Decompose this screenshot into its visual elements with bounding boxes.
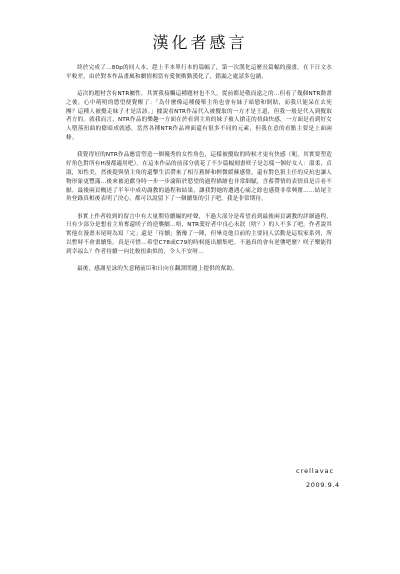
afterword-body bbox=[66, 64, 332, 282]
paragraph-ntr-theme: 這次的題材含有NTR屬性，其實我接觸這種題材也不久，從前都是敬而遠之的…但看了幾個NTR動畫之後，心中萌明的慾望便覺醒了：「為什麼像這種傻柴主角也會有妹子暗戀和倒貼，而我只能呆在去死團？這種人被攪走妹子才是活該。」據說看NTR作品代入被攪取的一方才是王道，但我一般是代入到攪取者方的。就我而言，NTR作品的樂趣一方面在於看到主角的妹子被人搶走的扭曲快感，一方面是看到好女人墮落扭曲的陰暗成就感，當然各種NTR作品裡面還有很多不同的元素，但我在意的看點主要是上面兩條。 bbox=[66, 91, 332, 142]
paragraph-sequel: 事實上作者收到的留言中有大量期待續編的呼聲，不過大部分是希望看到最後兩頁調教的詳細過程，只有少部分是想看主角奪還咲子的逆襲劇…唔，NTR愛好者中良心未泯（啥？）的人不多了吧。作者說其實他在漫畫末尾時為寫「完」還是「待續」猶豫了一陣，但畢竟他目前的主要同人活動是這坂家系列，所以暫時不會畫續集。真是可惜…希望C78或C79的時候能出續集吧。不過真的會有逆襲吧麼？咲子樂能得到幸福么？作者持續一向比較扭曲似的，令人不安呀… bbox=[66, 213, 332, 255]
paragraph-thanks: 最後，感謝星詠的失意精前臣和日向在翻譯問題上提供的幫助。 bbox=[77, 266, 238, 273]
paragraph-intro: 終於完成了…80p的同人本，趕上半本單行本的篇幅了，第一次漢化這麼長篇幅的漫畫。在下日文水平較差，由於對本作品畫風和劇情相當有愛便衝動漢化了，錯漏之處請多包涵。 bbox=[66, 65, 332, 80]
page-title: 漢化者感言 bbox=[152, 33, 248, 52]
author-signature: crellavac bbox=[296, 467, 335, 475]
signature-date: 2009.9.4 bbox=[306, 481, 340, 489]
paragraph-character: 我覺得好的NTR作品應當塑造一個優秀的女性角色，這樣被攪取的時候才更有快感（呃，其實要塑造好角色對所有H漫都適用吧）。在這本作品的前部分就花了不少篇幅刻畫咲子是怎樣一個好女人：溫柔，貞淑，知性美，然後提與情主角的還擊生活帶來了相互舊鮮和輕微緩蘇感覺，還有對色狼主任的反抗也讓人物形象更豐滿…後來被迫獻身時一步一步淪陷於慾望的過程描繪也非常細膩，含蓄帶情的表情真是百看不厭。最後兩頁概述了半年中成功調教的過程和結果，讓我對她的遭遇心痛之餘也感覺非常興奮……結尾主角登錄真相後表明了決心，都可以說留下了一個續集的引子吧，我是非常期待。 bbox=[66, 152, 332, 203]
